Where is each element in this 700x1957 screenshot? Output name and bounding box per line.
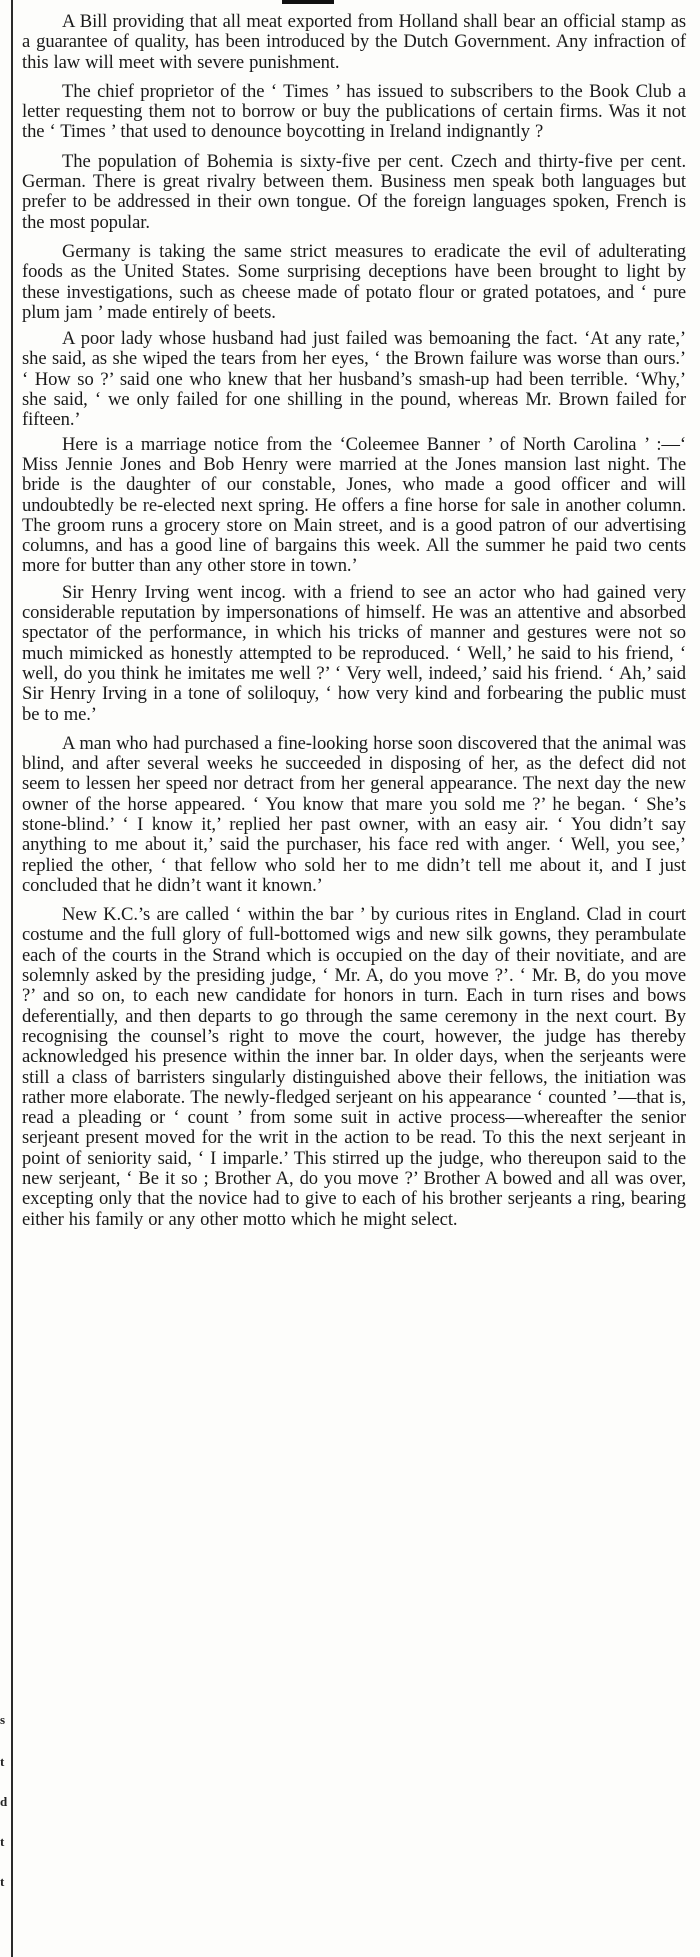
- margin-fragment: t: [0, 1754, 5, 1769]
- margin-fragment: d: [0, 1794, 8, 1809]
- article-column: [22, 12, 686, 1230]
- paragraph-blind-horse: A man who had purchased a fine-looking horse soon discovered that the animal was blind, and after several weeks he succeeded in disposing of her, as the defect did not seem to lessen her speed nor detract from her general appearance. The next day the new owner of the horse appeared. ‘ You know that mare you sold me ?’ he began. ‘ She’s stone-blind.’ ‘ I know it,’ replied her past owner, with an easy air. ‘ You didn’t say anything to me about it,’ said the purchaser, his face red with anger. ‘ Well, you see,’ replied the other, ‘ that fellow who sold her to me didn’t tell me about it, and I just concluded that he didn’t want it known.’: [22, 732, 686, 896]
- paragraph-bohemia-population: The population of Bohemia is sixty-five per cent. Czech and thirty-five per cent. German. There is great rivalry between them. Business men speak both languages but prefer to be addressed in their own tongue. Of the foreign languages spoken, French is the most popular.: [22, 150, 686, 233]
- column-top-rule: [282, 0, 334, 4]
- paragraph-kc-rites: New K.C.’s are called ‘ within the bar ’ by curious rites in England. Clad in court costume and the full glory of full-bottomed wigs and new silk gowns, they perambulate each of the courts in the Strand which is occupied on the day of their novitiate, and are solemnly asked by the presiding judge, ‘ Mr. A, do you move ?’. ‘ Mr. B, do you move ?’ and so on, to each new candidate for honors in turn. Each in turn rises and bows deferentially, and then departs to go through the same ceremony in the next court. By recognising the counsel’s right to move the court, however, the judge has thereby acknowledged his presence within the inner bar. In older days, when the serjeants were still a class of barristers singularly distinguished above their fellows, the initiation was rather more elaborate. The newly-fledged serjeant on his appearance ‘ counted ’—that is, read a pleading or ‘ count ’ from some suit in active process—whereafter the senior serjeant present moved for the writ in the action to be read. To this the next serjeant in point of seniority said, ‘ I imparle.’ This stirred up the judge, who thereupon said to the new serjeant, ‘ Be it so ; Brother A, do you move ?’ Brother A bowed and all was over, excepting only that the novice had to give to each of his brother serjeants a ring, bearing either his family or any other motto which he might select.: [22, 904, 686, 1230]
- margin-fragment: s: [0, 1712, 6, 1727]
- paragraph-germany-food-adulteration: Germany is taking the same strict measures to eradicate the evil of adulterating foods as the United States. Some surprising deceptions have been brought to light by these investigations, such as cheese made of potato flour or grated potatoes, and ‘ pure plum jam ’ made entirely of beets.: [22, 240, 686, 323]
- paragraph-times-boycott: The chief proprietor of the ‘ Times ’ has issued to subscribers to the Book Club a letter requesting them not to borrow or buy the publications of certain firms. Was it not the ‘ Times ’ that used to denounce boycotting in Ireland indignantly ?: [22, 80, 686, 143]
- paragraph-dutch-meat-bill: A Bill providing that all meat exported from Holland shall bear an official stamp as a guarantee of quality, has been introduced by the Dutch Government. Any infraction of this law will meet with severe punishment.: [22, 11, 686, 73]
- paragraph-henry-irving: Sir Henry Irving went incog. with a friend to see an actor who had gained very considerable reputation by impersonations of himself. He was an attentive and absorbed spectator of the performance, in which his tricks of manner and gestures were not so much mimicked as honestly attempted to be reproduced. ‘ Well,’ he said to his friend, ‘ well, do you think he imitates me well ?’ ‘ Very well, indeed,’ said his friend. ‘ Ah,’ said Sir Henry Irving in a tone of soliloquy, ‘ how very kind and forbearing the public must be to me.’: [22, 581, 686, 725]
- margin-fragment: t: [0, 1834, 5, 1849]
- margin-fragment: t: [0, 1874, 5, 1889]
- paragraph-brown-failure: A poor lady whose husband had just failed was bemoaning the fact. ‘At any rate,’ she said, as she wiped the tears from her eyes, ‘ the Brown failure was worse than ours.’ ‘ How so ?’ said one who knew that her husband’s smash-up had been terrible. ‘Why,’ she said, ‘ we only failed for one shilling in the pound, whereas Mr. Brown failed for fifteen.’: [22, 328, 686, 431]
- paragraph-marriage-notice: Here is a marriage notice from the ‘Coleemee Banner ’ of North Carolina ’ :—‘ Miss Jennie Jones and Bob Henry were married at the Jones mansion last night. The bride is the daughter of our constable, Jones, who made a good officer and will undoubtedly be re-elected next spring. He offers a fine horse for sale in another column. The groom runs a grocery store on Main street, and is a good patron of our advertising columns, and has a good line of bargains this week. All the summer he paid two cents more for butter than any other store in town.’: [22, 433, 686, 577]
- column-divider-rule: [11, 0, 13, 1957]
